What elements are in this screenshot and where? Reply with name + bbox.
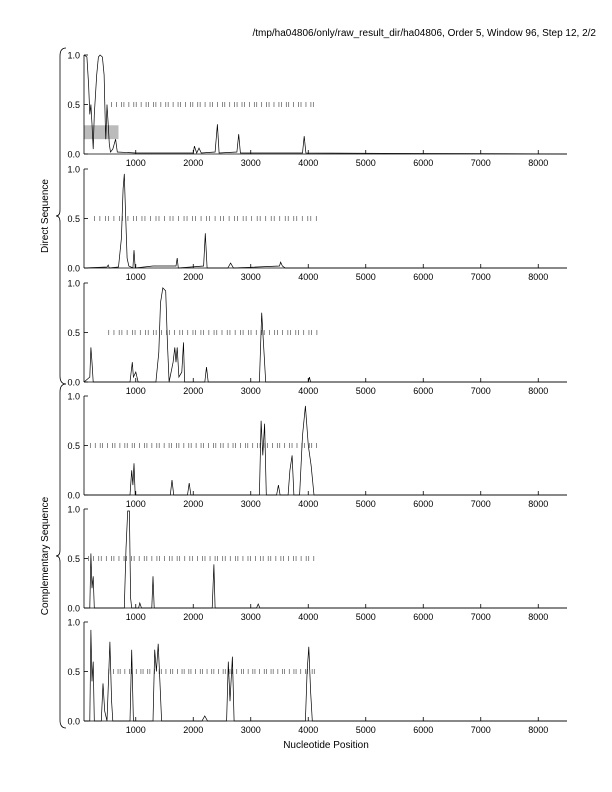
x-tick-label: 8000 — [528, 386, 549, 396]
x-tick-label: 3000 — [240, 158, 261, 168]
y-tick-label: 0.5 — [67, 441, 80, 451]
x-tick-label: 8000 — [528, 272, 549, 282]
series-line — [84, 55, 567, 154]
y-tick-label: 0.5 — [67, 554, 80, 564]
x-tick-label: 1000 — [125, 612, 146, 622]
x-tick-label: 6000 — [413, 725, 434, 735]
y-tick-label: 1.0 — [67, 391, 80, 402]
x-tick-label: 2000 — [183, 158, 204, 168]
x-tick-label: 8000 — [528, 612, 549, 622]
x-tick-label: 5000 — [355, 612, 376, 622]
direct-group-brace — [56, 48, 66, 384]
x-tick-label: 5000 — [355, 499, 376, 509]
y-tick-label: 1.0 — [67, 50, 80, 61]
x-tick-label: 6000 — [413, 158, 434, 168]
x-tick-label: 6000 — [413, 272, 434, 282]
x-tick-label: 3000 — [240, 725, 261, 735]
x-tick-label: 4000 — [298, 272, 319, 282]
y-tick-label: 0.0 — [67, 377, 80, 388]
x-tick-label: 7000 — [470, 725, 491, 735]
x-tick-label: 7000 — [470, 386, 491, 396]
x-tick-label: 4000 — [298, 725, 319, 735]
x-tick-label: 6000 — [413, 499, 434, 509]
page-title: /tmp/ha04806/only/raw_result_dir/ha04806, Order 5, Window 96, Step 12, 2/2 — [252, 28, 596, 39]
panel-6 — [67, 618, 567, 736]
y-tick-label: 0.5 — [67, 667, 80, 677]
panel-4 — [67, 392, 567, 510]
x-tick-label: 4000 — [298, 386, 319, 396]
x-tick-label: 5000 — [355, 725, 376, 735]
y-tick-label: 1.0 — [67, 278, 80, 289]
x-tick-label: 8000 — [528, 158, 549, 168]
x-tick-label: 2000 — [183, 499, 204, 509]
y-tick-label: 0.0 — [67, 263, 80, 274]
chart-panels — [67, 51, 567, 736]
x-tick-label: 5000 — [355, 158, 376, 168]
x-tick-label: 3000 — [240, 386, 261, 396]
x-tick-label: 4000 — [298, 158, 319, 168]
x-tick-label: 3000 — [240, 272, 261, 282]
y-tick-label: 1.0 — [67, 504, 80, 515]
y-tick-label: 0.5 — [67, 328, 80, 338]
panel-5 — [67, 505, 567, 623]
series-line — [84, 511, 567, 608]
series-line — [84, 406, 567, 495]
panel-3 — [67, 279, 567, 397]
x-tick-label: 3000 — [240, 499, 261, 509]
x-tick-label: 2000 — [183, 725, 204, 735]
x-tick-label: 2000 — [183, 272, 204, 282]
highlight-region — [84, 125, 119, 139]
x-tick-label: 5000 — [355, 272, 376, 282]
x-tick-label: 8000 — [528, 499, 549, 509]
x-tick-label: 6000 — [413, 386, 434, 396]
x-tick-label: 3000 — [240, 612, 261, 622]
y-tick-label: 0.0 — [67, 603, 80, 614]
panel-2 — [67, 165, 567, 283]
y-tick-label: 0.5 — [67, 100, 80, 110]
y-tick-label: 1.0 — [67, 164, 80, 175]
y-tick-label: 0.0 — [67, 490, 80, 501]
y-tick-label: 1.0 — [67, 617, 80, 628]
x-tick-label: 8000 — [528, 725, 549, 735]
x-tick-label: 7000 — [470, 158, 491, 168]
x-tick-label: 2000 — [183, 612, 204, 622]
complementary-group-label: Complementary Sequence — [40, 496, 51, 616]
x-tick-label: 4000 — [298, 612, 319, 622]
x-tick-label: 6000 — [413, 612, 434, 622]
x-tick-label: 4000 — [298, 499, 319, 509]
x-axis-label: Nucleotide Position — [283, 740, 369, 751]
x-tick-label: 1000 — [125, 386, 146, 396]
y-tick-label: 0.0 — [67, 149, 80, 160]
series-line — [84, 630, 567, 721]
x-tick-label: 1000 — [125, 272, 146, 282]
series-line — [84, 174, 567, 268]
x-tick-label: 1000 — [125, 499, 146, 509]
y-tick-label: 0.0 — [67, 716, 80, 727]
x-tick-label: 7000 — [470, 499, 491, 509]
x-tick-label: 1000 — [125, 158, 146, 168]
x-tick-label: 2000 — [183, 386, 204, 396]
y-tick-label: 0.5 — [67, 214, 80, 224]
complementary-group-brace — [56, 384, 66, 728]
x-tick-label: 5000 — [355, 386, 376, 396]
x-tick-label: 7000 — [470, 272, 491, 282]
x-tick-label: 1000 — [125, 725, 146, 735]
x-tick-label: 7000 — [470, 612, 491, 622]
panel-1 — [67, 51, 567, 169]
direct-group-label: Direct Sequence — [40, 179, 51, 253]
